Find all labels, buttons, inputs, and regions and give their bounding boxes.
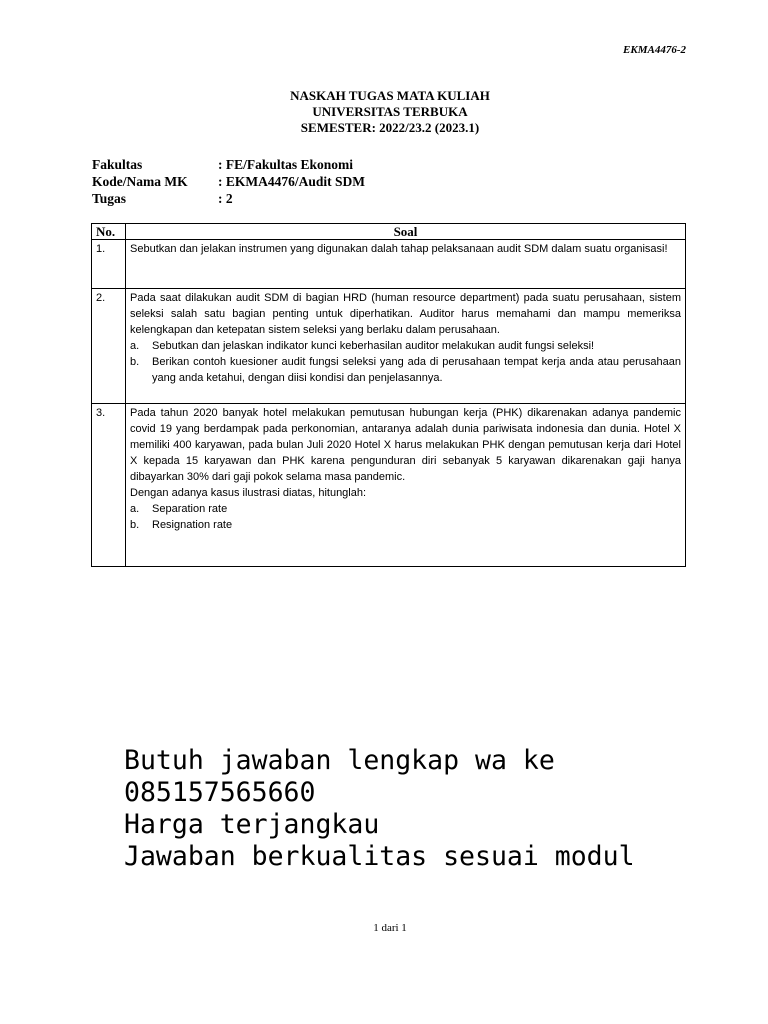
title-line-3: SEMESTER: 2022/23.2 (2023.1)	[300, 120, 480, 135]
meta-label: Fakultas	[92, 157, 143, 172]
question-body	[126, 289, 686, 404]
column-header-no: No.	[92, 224, 126, 240]
course-meta	[92, 156, 365, 207]
title-line-1: NASKAH TUGAS MATA KULIAH	[290, 88, 490, 103]
meta-label: Kode/Nama MK	[92, 174, 188, 189]
title-line-2: UNIVERSITAS TERBUKA	[312, 104, 468, 119]
meta-kode-mk	[92, 173, 365, 190]
question-number: 2.	[92, 289, 126, 404]
sub-question	[130, 517, 681, 533]
document-title	[0, 88, 768, 136]
sub-question-marker: b.	[130, 356, 140, 368]
question-row-2	[92, 289, 686, 404]
question-row-3	[92, 404, 686, 567]
meta-label: Tugas	[92, 191, 127, 206]
question-text: Sebutkan dan jelakan instrumen yang digunakan dalah tahap pelaksanaan audit SDM dalam suatu organisasi!	[130, 243, 668, 255]
sub-question	[130, 338, 681, 354]
table-header-row	[92, 224, 686, 240]
promo-phone: 085157565660	[124, 777, 316, 808]
meta-fakultas	[92, 156, 365, 173]
sub-question-marker: a.	[130, 340, 140, 352]
question-body	[126, 240, 686, 289]
promo-line-3: Harga terjangkau	[124, 809, 380, 840]
promo-line-4: Jawaban berkualitas sesuai modul	[124, 841, 635, 872]
meta-value: : FE/Fakultas Ekonomi	[218, 157, 354, 172]
sub-question-text: Sebutkan dan jelaskan indikator kunci keberhasilan auditor melakukan audit fungsi seleksi!	[152, 340, 595, 352]
sub-question-text: Separation rate	[152, 503, 228, 515]
sub-question	[130, 501, 681, 517]
question-number: 1.	[92, 240, 126, 289]
question-text: Pada saat dilakukan audit SDM di bagian HRD (human resource department) pada suatu perusahaan, sistem seleksi salah satu bagian penting untuk diperhatikan. Auditor harus memahami dan mampu memeriksa kelengkapan dan ketepatan sistem seleksi yang berlaku dalam perusahaan.	[130, 292, 681, 336]
question-body	[126, 404, 686, 567]
promo-text	[124, 745, 635, 873]
meta-tugas	[92, 190, 365, 207]
question-row-1	[92, 240, 686, 289]
question-number: 3.	[92, 404, 126, 567]
document-code: EKMA4476-2	[623, 44, 686, 56]
sub-question	[130, 354, 681, 386]
questions-table	[91, 223, 686, 567]
sub-question-text: Resignation rate	[152, 519, 233, 531]
meta-value: : 2	[218, 191, 233, 206]
sub-question-marker: a.	[130, 503, 140, 515]
promo-line-1: Butuh jawaban lengkap wa ke	[124, 745, 555, 776]
meta-value: : EKMA4476/Audit SDM	[218, 174, 366, 189]
sub-question-marker: b.	[130, 519, 140, 531]
column-header-soal: Soal	[126, 224, 686, 240]
sub-question-text: Berikan contoh kuesioner audit fungsi seleksi yang ada di perusahaan tempat kerja anda atau perusahaan yang anda ketahui, dengan diisi kondisi dan penjelasannya.	[152, 356, 681, 384]
question-text: Pada tahun 2020 banyak hotel melakukan pemutusan hubungan kerja (PHK) dikarenakan adanya pandemic covid 19 yang berdampak pada perkonomian, antaranya adalah dunia pariwisata indonesia dan dunia. Hotel X memiliki 400 karyawan, pada bulan Juli 2020 Hotel X harus melakukan PHK dengan pemutusan kerja dari Hotel X kepada 15 karyawan dan PHK karena pengunduran diri sebanyak 5 karyawan dikarenakan gaji hanya dibayarkan 30% dari gaji pokok selama masa pandemic.	[130, 407, 681, 483]
page-number: 1 dari 1	[373, 922, 407, 934]
question-instruction: Dengan adanya kasus ilustrasi diatas, hitunglah:	[130, 487, 367, 499]
